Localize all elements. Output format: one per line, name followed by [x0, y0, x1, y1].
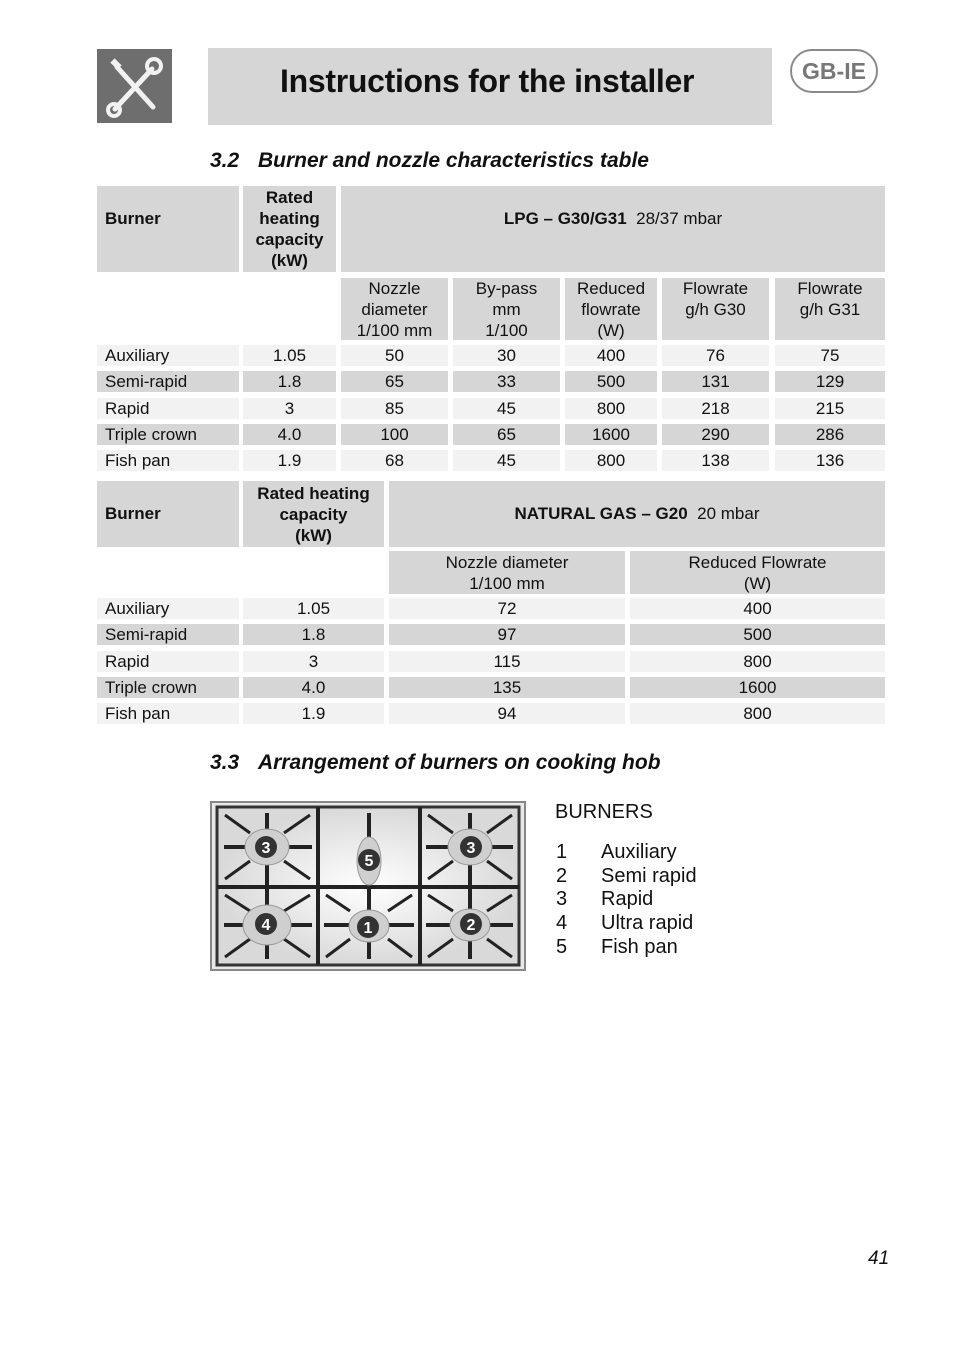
- ng-cell-reduced: 800: [630, 651, 885, 672]
- legend-item-number: 3: [556, 888, 568, 910]
- lpg-cell-g30: 290: [662, 424, 769, 445]
- lpg-cell-bypass: 45: [453, 450, 560, 471]
- ng-cell-reduced: 800: [630, 703, 885, 724]
- lpg-cell-burner: Rapid: [97, 398, 239, 419]
- lpg-cell-bypass: 45: [453, 398, 560, 419]
- legend-item-number: 5: [556, 936, 568, 958]
- lpg-cell-burner: Semi-rapid: [97, 371, 239, 392]
- lpg-cell-g31: 286: [775, 424, 885, 445]
- ng-cell-rated: 3: [243, 651, 384, 672]
- ng-cell-reduced: 1600: [630, 677, 885, 698]
- section-number: 3.3: [210, 751, 240, 774]
- ng-rated-header: Rated heating capacity (kW): [243, 481, 384, 547]
- legend-item: [556, 936, 678, 959]
- lpg-cell-burner: Auxiliary: [97, 345, 239, 366]
- legend-item-label: Rapid: [601, 888, 654, 910]
- lpg-cell-nozzle: 65: [341, 371, 448, 392]
- hob-burner-label: 3: [466, 840, 476, 857]
- section-heading-3-3: [210, 751, 661, 775]
- legend-item-number: 1: [556, 841, 568, 863]
- lpg-cell-bypass: 33: [453, 371, 560, 392]
- ng-cell-nozzle: 72: [389, 598, 625, 619]
- wrench-screwdriver-icon: [97, 49, 172, 123]
- hob-burner-label: 2: [466, 917, 476, 934]
- hob-burner-label: 5: [364, 853, 374, 870]
- ng-cell-rated: 4.0: [243, 677, 384, 698]
- ng-cell-burner: Rapid: [97, 651, 239, 672]
- lpg-cell-reduced: 400: [565, 345, 657, 366]
- legend-item-number: 4: [556, 912, 568, 934]
- legend-item-label: Fish pan: [601, 936, 678, 958]
- page-number: 41: [868, 1248, 890, 1269]
- section-title: Arrangement of burners on cooking hob: [258, 751, 661, 774]
- lpg-cell-reduced: 800: [565, 450, 657, 471]
- ng-cell-nozzle: 97: [389, 624, 625, 645]
- lpg-subheader-g30: Flowrate g/h G30: [662, 278, 769, 340]
- lpg-cell-rated: 4.0: [243, 424, 336, 445]
- hob-burner-label: 1: [363, 920, 373, 937]
- page-title: Instructions for the installer: [280, 63, 695, 99]
- lpg-cell-g30: 218: [662, 398, 769, 419]
- lpg-cell-g31: 215: [775, 398, 885, 419]
- legend-title: BURNERS: [555, 801, 653, 823]
- ng-cell-burner: Auxiliary: [97, 598, 239, 619]
- cooking-hob-diagram: [210, 801, 526, 971]
- legend-item: [556, 888, 653, 911]
- lpg-cell-reduced: 500: [565, 371, 657, 392]
- ng-cell-nozzle: 115: [389, 651, 625, 672]
- lpg-cell-rated: 1.05: [243, 345, 336, 366]
- lpg-cell-g31: 129: [775, 371, 885, 392]
- country-badge: GB-IE: [790, 49, 878, 93]
- hob-burner-label: 3: [261, 840, 271, 857]
- lpg-cell-bypass: 65: [453, 424, 560, 445]
- ng-cell-nozzle: 94: [389, 703, 625, 724]
- legend-item-label: Semi rapid: [601, 865, 697, 887]
- section-title: Burner and nozzle characteristics table: [258, 149, 649, 172]
- lpg-cell-burner: Fish pan: [97, 450, 239, 471]
- ng-cell-rated: 1.05: [243, 598, 384, 619]
- legend-item-label: Ultra rapid: [601, 912, 694, 934]
- lpg-burner-header: Burner: [97, 186, 239, 272]
- lpg-cell-g30: 131: [662, 371, 769, 392]
- ng-subheader-nozzle: Nozzle diameter 1/100 mm: [389, 551, 625, 594]
- hob-burner-label: 4: [261, 917, 271, 934]
- ng-gas-header: NATURAL GAS – G20 20 mbar: [389, 481, 885, 547]
- ng-cell-burner: Triple crown: [97, 677, 239, 698]
- lpg-cell-nozzle: 100: [341, 424, 448, 445]
- ng-cell-rated: 1.9: [243, 703, 384, 724]
- lpg-cell-rated: 1.9: [243, 450, 336, 471]
- legend-item: [556, 841, 677, 864]
- lpg-rated-header: Rated heating capacity (kW): [243, 186, 336, 272]
- lpg-subheader-reduced: Reduced flowrate (W): [565, 278, 657, 340]
- lpg-cell-nozzle: 68: [341, 450, 448, 471]
- lpg-subheader-g31: Flowrate g/h G31: [775, 278, 885, 340]
- lpg-subheader-bypass: By-pass mm 1/100: [453, 278, 560, 340]
- lpg-cell-burner: Triple crown: [97, 424, 239, 445]
- section-number: 3.2: [210, 149, 240, 172]
- ng-burner-header: Burner: [97, 481, 239, 547]
- lpg-gas-header: LPG – G30/G31 28/37 mbar: [341, 186, 885, 272]
- ng-subheader-reduced: Reduced Flowrate (W): [630, 551, 885, 594]
- lpg-cell-nozzle: 85: [341, 398, 448, 419]
- lpg-cell-rated: 3: [243, 398, 336, 419]
- ng-cell-nozzle: 135: [389, 677, 625, 698]
- ng-cell-burner: Semi-rapid: [97, 624, 239, 645]
- logo-box: [97, 49, 172, 123]
- ng-cell-reduced: 400: [630, 598, 885, 619]
- legend-item: [556, 912, 693, 935]
- lpg-cell-bypass: 30: [453, 345, 560, 366]
- legend-item-label: Auxiliary: [601, 841, 677, 863]
- ng-cell-rated: 1.8: [243, 624, 384, 645]
- lpg-subheader-nozzle: Nozzle diameter 1/100 mm: [341, 278, 448, 340]
- lpg-cell-g31: 136: [775, 450, 885, 471]
- ng-cell-burner: Fish pan: [97, 703, 239, 724]
- ng-cell-reduced: 500: [630, 624, 885, 645]
- legend-item: [556, 865, 697, 888]
- legend-item-number: 2: [556, 865, 568, 887]
- lpg-cell-nozzle: 50: [341, 345, 448, 366]
- section-heading-3-2: [210, 149, 649, 173]
- lpg-cell-g31: 75: [775, 345, 885, 366]
- lpg-cell-rated: 1.8: [243, 371, 336, 392]
- lpg-cell-reduced: 800: [565, 398, 657, 419]
- lpg-cell-reduced: 1600: [565, 424, 657, 445]
- lpg-cell-g30: 138: [662, 450, 769, 471]
- lpg-cell-g30: 76: [662, 345, 769, 366]
